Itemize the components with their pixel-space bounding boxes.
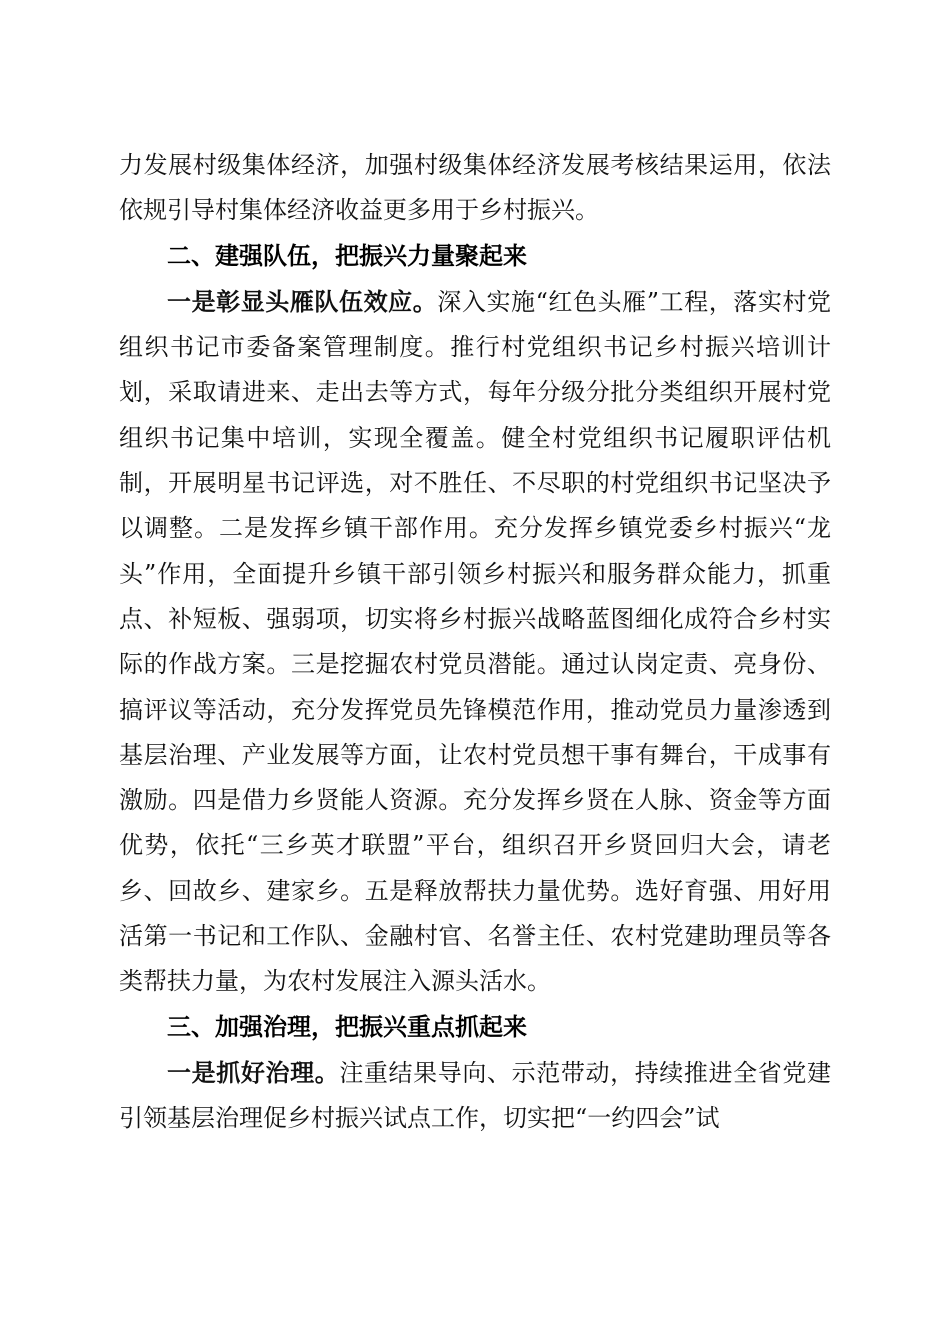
section-2-body: 深入实施“红色头雁”工程，落实村党组织书记市委备案管理制度。推行村党组织书记乡村振兴培训计划，采取请进来、走出去等方式，每年分级分批分类组织开展村党组织书记集中培训，实现全覆盖。健全村党组织书记履职评估机制，开展明星书记评选，对不胜任、不尽职的村党组织书记坚决予以调整。二是发挥乡镇干部作用。充分发挥乡镇党委乡村振兴“龙头”作用，全面提升乡镇干部引领乡村振兴和服务群众能力，抓重点、补短板、强弱项，切实将乡村振兴战略蓝图细化成符合乡村实际的作战方案。三是挖掘农村党员潜能。通过认岗定责、亮身份、搞评议等活动，充分发挥党员先锋模范作用，推动党员力量渗透到基层治理、产业发展等方面，让农村党员想干事有舞台，干成事有激励。四是借力乡贤能人资源。充分发挥乡贤在人脉、资金等方面优势，依托“三乡英才联盟”平台，组织召开乡贤回归大会，请老乡、回故乡、建家乡。五是释放帮扶力量优势。选好育强、用好用活第一书记和工作队、金融村官、名誉主任、农村党建助理员等各类帮扶力量，为农村发展注入源头活水。 bbox=[119, 287, 831, 996]
section-3-paragraph bbox=[119, 1050, 831, 1142]
section-3-body: 注重结果导向、示范带动，持续推进全省党建引领基层治理促乡村振兴试点工作，切实把“一约四会”试 bbox=[119, 1058, 832, 1133]
section-2-paragraph bbox=[119, 279, 831, 1005]
section-2-lead: 一是彰显头雁队伍效应。 bbox=[167, 286, 438, 316]
document-body bbox=[119, 143, 831, 1142]
paragraph-continuation: 力发展村级集体经济，加强村级集体经济发展考核结果运用，依法依规引导村集体经济收益更多用于乡村振兴。 bbox=[119, 151, 831, 225]
section-heading-2: 二、建强队伍，把振兴力量聚起来 bbox=[167, 241, 527, 270]
section-heading-3: 三、加强治理，把振兴重点抓起来 bbox=[167, 1012, 527, 1041]
section-3-lead: 一是抓好治理。 bbox=[167, 1057, 340, 1087]
